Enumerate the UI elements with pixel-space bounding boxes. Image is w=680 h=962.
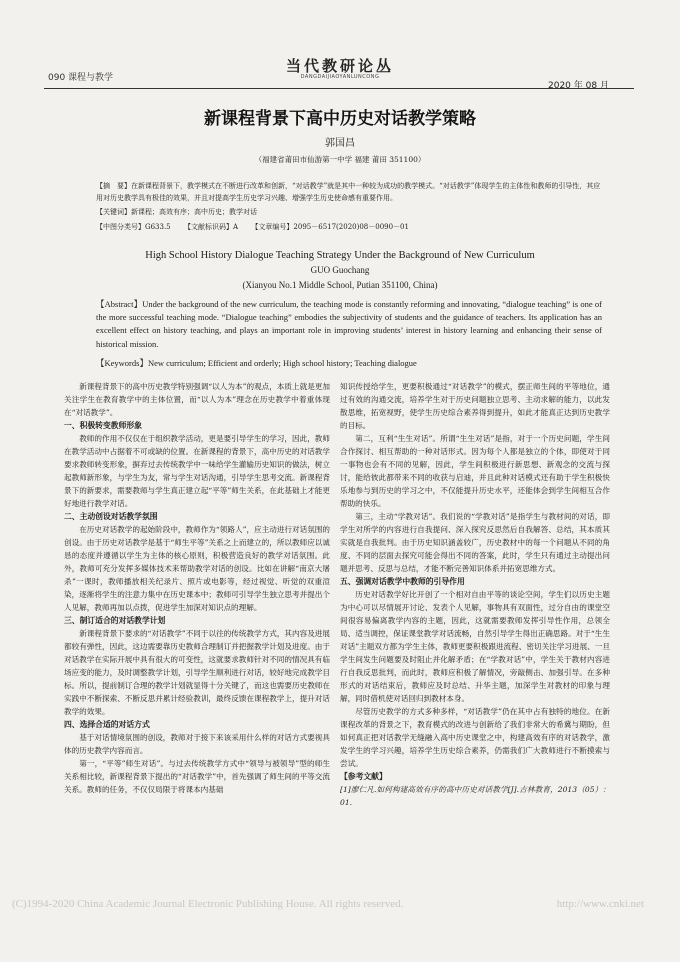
author-en: GUO Guochang — [310, 265, 370, 275]
section-heading: 五、强调对话教学中教师的引导作用 — [340, 577, 465, 586]
body-paragraph: 新课程背景下要求的“对话教学”不同于以往的传统教学方式，其内容及进展都较有弹性，因此，这边需要靠历史教师合理制订并把握教学计划及进度。由于对话教学在实际开展中具有很大的可变性，这就要求教师针对不同的情况具有临场应变的能力，及时调整教学计划，引导学生顺利进行对话，较好地完成教学目标。所以，提前制订合理的教学计划就显得十分关键了，而这也需要历史教师在实践中不断探索、不断反思并累计经验教训，最终反馈在课程教学上，提升对话教学的效果。 — [64, 629, 330, 716]
section-heading: 【参考文献】 — [340, 772, 387, 781]
article-title: 新课程背景下高中历史对话教学策略 — [204, 109, 476, 129]
body-paragraph: 历史对话教学好比开创了一个相对自由平等的谈论空间，学生们以历史主题为中心可以尽情展开讨论、发表个人见解，事物具有双面性，过分自由的课堂空间很容易偏离教学内容的主题，因此，这就需要教师发挥引导性作用，总领全局、适当调控，保证课堂教学对话流畅，自然引导学生得出正确思路。对于“生生对话”主题双方都为学生主体，教师更要积极跟进流程、密切关注学习进展、一旦学生间发生问题要及时阻止并化解矛盾；在“学教对话”中，学生关于教材内容进行自我反思批判，而此时，教师应积极了解情况，旁敲侧击、加强引导。在多种形式的对话结束后，教师应及时总结、升华主题，加深学生对教材的印象与理解，同时借机使对话回归到教材本身。 — [340, 590, 610, 703]
doc-code: 【文献标识码】A — [184, 223, 239, 231]
article-author: 郭国昌 — [325, 138, 355, 149]
section-heading: 三、制订适合的对话教学计划 — [64, 616, 166, 625]
body-paragraph: 基于对话情境氛围的创设，教师对于接下来该采用什么样的对话方式要视具体的历史教学内容而言。 — [64, 733, 330, 755]
affiliation-en: (Xianyou No.1 Middle School, Putian 351100, China) — [242, 280, 438, 290]
abstract-en: 【Abstract】Under the background of the new curriculum, the teaching mode is constantly reforming and innovating, “dialogue teaching” is one of the more successful teaching mode. “Dialogue teaching” embodies the subjectivity of students and the guidance of teachers. Its application has an excellent effect on history teaching, and plays an important role in improving students’ interest in history learning and enhancing their sense of historical mission. — [96, 299, 602, 349]
page-section: 090 课程与教学 — [48, 73, 114, 83]
cnki-link[interactable]: http://www.cnki.net — [556, 898, 644, 910]
body-paragraph: 知识传授给学生，更要积极通过“对话教学”的模式，摆正师生间的平等地位，通过有效的沟通交流，培养学生对于历史问题独立思考、主动求解的能力，以此发散思维，拓宽视野，使学生历史综合素养得到提升，如此才能真正达到历史教学的目标。 — [340, 382, 610, 430]
body-paragraph: 在历史对话教学的起始阶段中，教师作为“领路人”，应主动进行对话氛围的创设。由于历史对话教学是基于“师生平等”关系之上而建立的，所以教师应以诚恳的态度并遵循以学生为主体的核心原则，积极营造良好的教学对话氛围。此外，教师可充分发挥多媒体技术来帮助教学对话的创设。比如在讲解“南京大屠杀”一课时，教师播放相关纪录片、照片或电影等，经过视觉、听觉的双重渲染，逐渐将学生的注意力集中在历史课本中；教师可引导学生独立思考并提出个人见解，教师再加以点拨，促进学生加深对知识点的理解。 — [64, 525, 330, 612]
journal-pinyin: DANGDAIJIAOYANLUNCONG — [300, 74, 380, 80]
body-paragraph: 新课程背景下的高中历史教学特别强调“以人为本”的观点，本质上就是更加关注学生在教育教学中的主体位置，而“以人为本”理念在历史教学中着重体现在“对话教学”。 — [64, 382, 330, 417]
body-paragraph: 教师的作用不仅仅在于组织教学活动，更是要引导学生的学习，因此，教师在教学活动中占据着不可或缺的位置。在新课程的背景下，高中历史的对话教学要求教师转变形象，摒弃过去传统教学中一味给学生灌输历史知识的做法，树立起教师新形象，与学生为友，常与学生对话沟通，引导学生思考交流。新课程背景下的新要求，需要教师与学生真正建立起“平等”师生关系，在此基础上才能更好地进行教学对话。 — [64, 434, 330, 508]
body-paragraph: 尽管历史教学的方式多种多样，“对话教学”仍在其中占有独特的地位。在新课程改革的背景之下，教育模式的改进与创新给了我们非常大的希冀与期盼，但如何真正把对话教学无缝融入高中历史课堂之中，构建高效有序的对话教学，激发学生的学习兴趣，培养学生历史综合素养，仍需我们广大教师进行不断摸索与尝试。 — [340, 707, 610, 768]
body-right-column — [340, 380, 610, 809]
article-affiliation: （福建省莆田市仙游第一中学 福建 莆田 351100） — [254, 155, 426, 164]
section-heading: 四、选择合适的对话方式 — [64, 720, 150, 729]
keywords-en: 【Keywords】New curriculum; Efficient and orderly; High school history; Teaching dialogue — [96, 358, 417, 368]
body-paragraph: 第二，互利“生生对话”。所谓“生生对话”是指，对于一个历史问题，学生间合作探讨、相互帮助的一种对话形式。因为每个人都是独立的个体，即使对于同一事物也会有不同的见解，因此，学生间积极进行新思想、新观念的交流与探讨，能给彼此都带来不同的收获与启迪，并且此种对话模式还有助于学生积极快乐地参与到历史的学习之中，不仅能提升历史水平，还能体会到学生间相互合作帮助的快乐。 — [340, 434, 610, 508]
section-heading: 一、积极转变教师形象 — [64, 421, 142, 430]
keywords-cn: 【关键词】新课程；高效有序；高中历史；教学对话 — [96, 208, 257, 216]
body-left-column — [64, 380, 330, 796]
body-paragraph: 第一，“平等”师生对话”。与过去传统教学方式中“领导与被领导”型的师生关系相比较，新课程背景下提出的“对话教学”中，首先强调了师生间的平等交流关系。教师的任务，不仅仅局限于将课本内基础 — [64, 759, 330, 794]
reference-item: [1]廖仁凡.如何构建高效有序的高中历史对话教学[J].吉林教育，2013（05）：01. — [340, 785, 610, 807]
section-heading: 二、主动创设对话教学氛围 — [64, 512, 158, 521]
journal-name: 当代教研论丛 — [285, 57, 394, 75]
copyright-notice: (C)1994-2020 China Academic Journal Electronic Publishing House. All rights reserved. — [12, 898, 404, 910]
class-number: 【中图分类号】G633.5 — [96, 223, 171, 231]
abstract-cn: 【摘 要】在新课程背景下，教学模式在不断进行改革和创新，“对话教学”就是其中一种较为成功的教学模式。“对话教学”体现学生的主体性和教师的引导性，其应用对历史教学具有极佳的效果，并且对提高学生历史学习兴趣、增强学生历史使命感有重要作用。 — [96, 182, 601, 202]
article-number: 【文章编号】2095－6517(2020)08－0090－01 — [251, 223, 409, 231]
issue-date: 2020 年 08 月 — [548, 81, 609, 91]
classification-line — [96, 221, 616, 233]
header-rule — [44, 88, 634, 89]
title-en: High School History Dialogue Teaching Strategy Under the Background of New Curriculum — [145, 250, 535, 261]
body-paragraph: 第三，主动“学教对话”。我们说的“学教对话”是指学生与教材间的对话，即学生对所学的内容进行自我提问、深入探究反思然后自我解答、总结，其本质其实就是自我批判。由于历史知识涵盖较广，历史教材中的每一个问题从不同的角度、不同的层面去探究可能会得出不同的答案，此时，学生只有通过主动提出问题并思考、反思与总结，才能不断完善知识体系并拓宽思维方式。 — [340, 512, 610, 573]
